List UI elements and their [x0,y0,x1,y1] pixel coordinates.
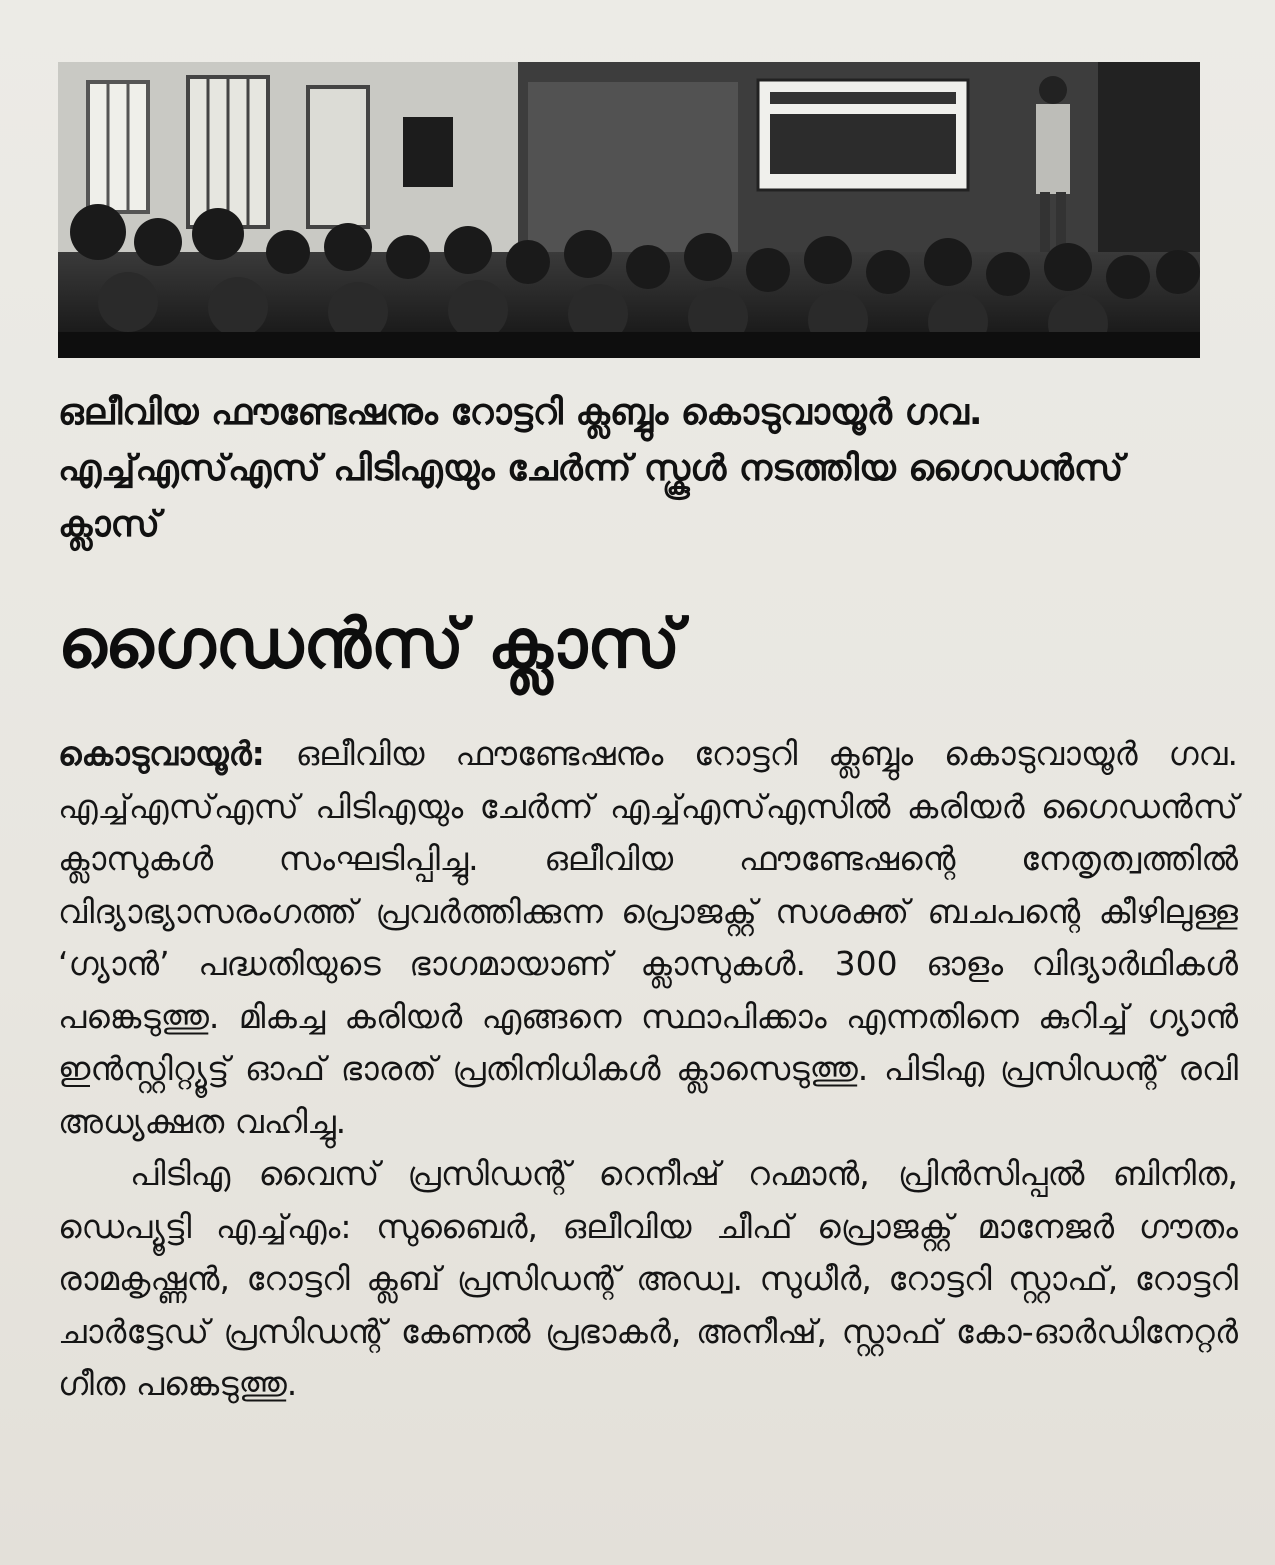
paragraph-1-text: ഒലീവിയ ഫൗണ്ടേഷനും റോട്ടറി ക്ലബ്ബും കൊടുവായൂർ ഗവ. എച്ച്എസ്എസ് പിടിഎയും ചേർന്ന് എച്ച്എസ്എസിൽ കരിയർ ഗൈഡൻസ് ക്ലാസുകൾ സംഘടിപ്പിച്ചു. ഒലീവിയ ഫൗണ്ടേഷന്റെ നേതൃത്വത്തിൽ വിദ്യാഭ്യാസരംഗത്ത് പ്രവർത്തിക്കുന്ന പ്രൊജക്റ്റ് സശക്ത് ബചപന്റെ കീഴിലുള്ള ‘ഗ്യാൻ’ പദ്ധതിയുടെ ഭാഗമായാണ് ക്ലാസുകൾ. 300 ഓളം വിദ്യാർഥികൾ പങ്കെടുത്തു. മികച്ച കരിയർ എങ്ങനെ സ്ഥാപിക്കാം എന്നതിനെ കുറിച്ച് ഗ്യാൻ ഇൻസ്റ്റിറ്റ്യൂട്ട് ഓഫ് ഭാരത് പ്രതിനിധികൾ ക്ലാസെടുത്തു. പിടിഎ പ്രസിഡന്റ് രവി അധ്യക്ഷത വഹിച്ചു. [58,734,1238,1141]
dateline: കൊടുവായൂർ: [58,734,265,773]
news-photo [58,62,1200,358]
article-body [58,728,1238,1411]
classroom-photo-icon [58,62,1200,358]
article-paragraph-1 [58,728,1238,1148]
article-paragraph-2: പിടിഎ വൈസ് പ്രസിഡന്റ് റെനീഷ് റഹ്മാൻ, പ്രിൻസിപ്പൽ ബിനിത, ഡെപ്യൂട്ടി എച്ച്എം: സുബൈർ, ഒലീവിയ ചീഫ് പ്രൊജക്റ്റ് മാനേജർ ഗൗതം രാമകൃഷ്ണൻ, റോട്ടറി ക്ലബ് പ്രസിഡന്റ് അഡ്വ. സുധീർ, റോട്ടറി സ്റ്റാഫ്, റോട്ടറി ചാർട്ടേഡ് പ്രസിഡന്റ് കേണൽ പ്രഭാകർ, അനീഷ്, സ്റ്റാഫ് കോ-ഓർഡിനേറ്റർ ഗീത പങ്കെടുത്തു. [58,1154,1238,1403]
photo-caption: ഒലീവിയ ഫൗണ്ടേഷനും റോട്ടറി ക്ലബ്ബും കൊടുവായൂർ ഗവ. എച്ച്എസ്എസ് പിടിഎയും ചേർന്ന് സ്കൂൾ നടത്തിയ ഗൈഡൻസ് ക്ലാസ് [58,392,1124,545]
headline: ഗൈഡൻസ് ക്ലാസ് [58,605,681,684]
